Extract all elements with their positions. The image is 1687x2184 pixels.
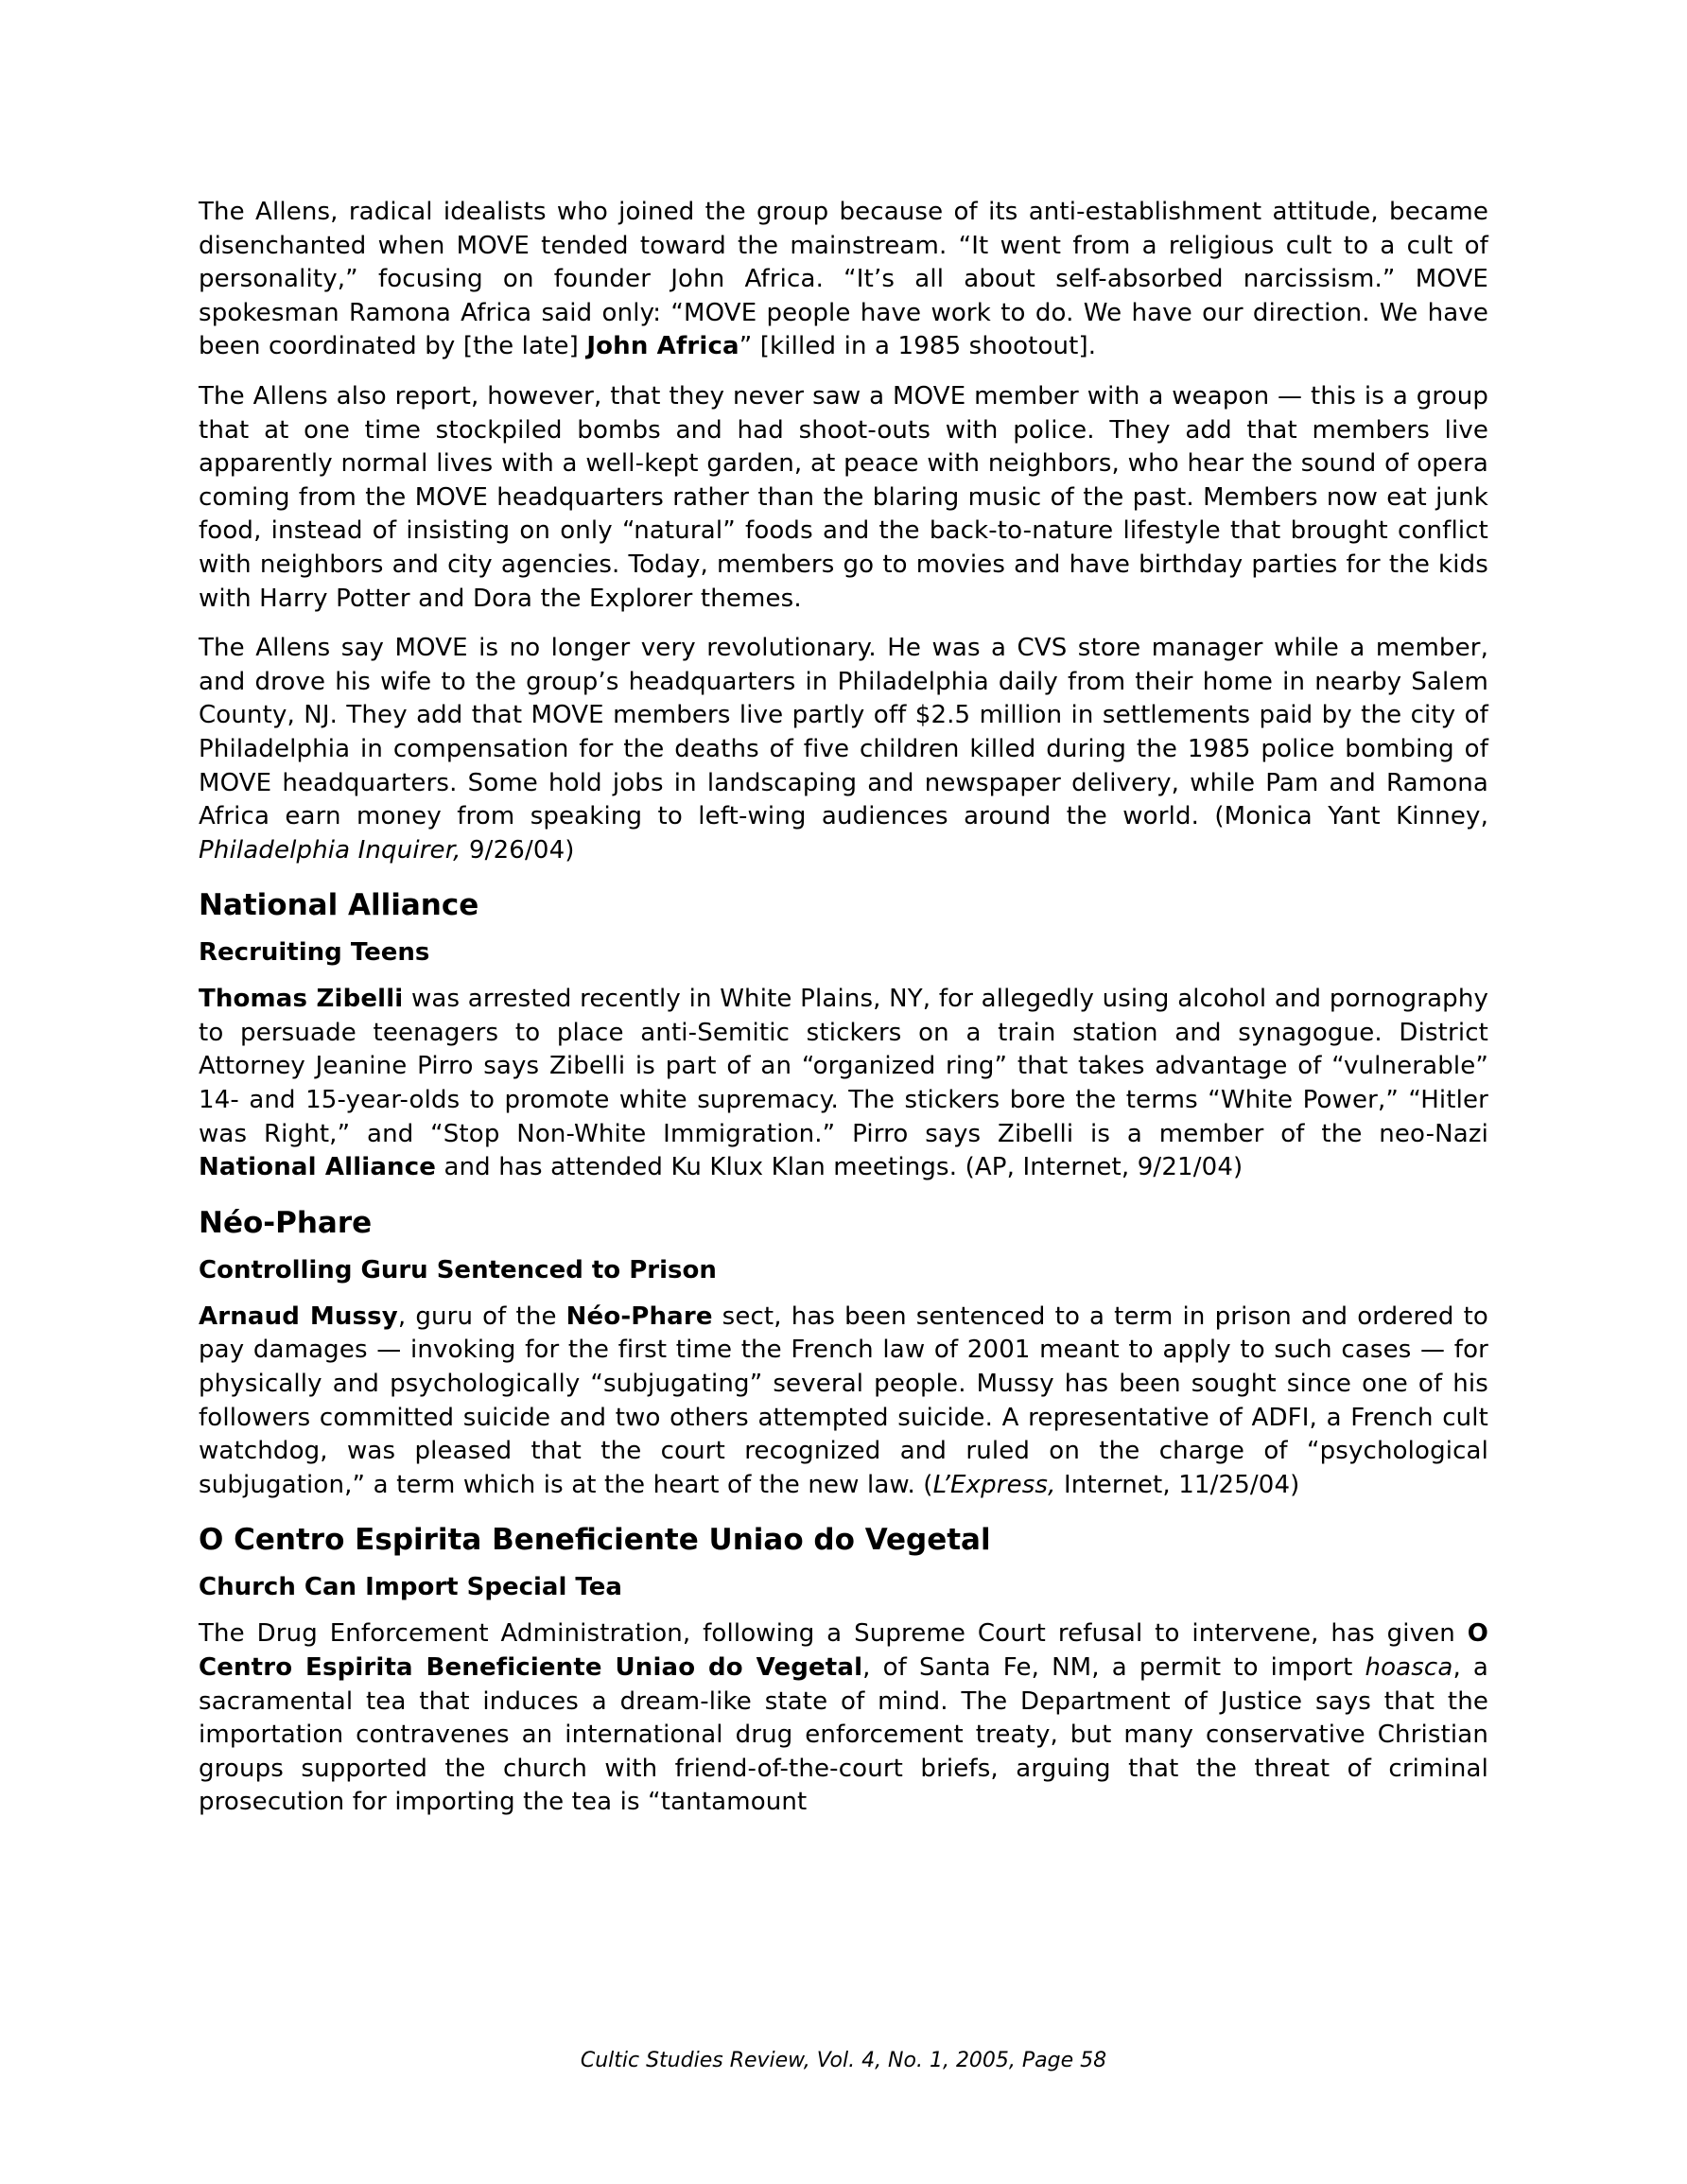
page-footer: Cultic Studies Review, Vol. 4, No. 1, 2005, Page 58 [580, 2049, 1107, 2072]
paragraph [199, 1301, 1488, 1503]
text-run: , of Santa Fe, NM, a permit to import [862, 1653, 1365, 1682]
section-heading: National Alliance [199, 888, 479, 923]
text-run: The Allens, radical idealists who joined the group because of its anti-establishment attitude, became disenchanted when MOVE tended toward the mainstream. “It went from a religious cult to a cult of personality,” focusing on founder John Africa. “It’s all about self-absorbed narcissism.” MOVE spokesman Ramona Africa said only: “MOVE people have work to do. We have our direction. We have been coordinated by [the late] [199, 198, 1488, 361]
section-subheading: Recruiting Teens [199, 938, 430, 968]
text-run: 9/26/04) [461, 835, 575, 865]
section-subheading: Church Can Import Special Tea [199, 1573, 622, 1602]
bold-text: O Centro Espirita Beneficiente Uniao do Vegetal [199, 1619, 1488, 1682]
text-run: Internet, 11/25/04) [1055, 1470, 1300, 1499]
text-run: The Allens also report, however, that they never saw a MOVE member with a weapon — this is a group that at one time stockpiled bombs and had shoot-outs with police. They add that members live apparently normal lives with a well-kept garden, at peace with neighbors, who hear the sound of opera coming from the MOVE headquarters rather than the blaring music of the past. Members now eat junk food, instead of insisting on only “natural” foods and the back-to-nature lifestyle that brought conflict with neighbors and city agencies. Today, members go to movies and have birthday parties for the kids with Harry Potter and Dora the Explorer themes. [199, 381, 1488, 613]
text-run: ” [killed in a 1985 shootout]. [739, 332, 1097, 361]
bold-text: John Africa [586, 332, 739, 361]
section-subheading: Controlling Guru Sentenced to Prison [199, 1255, 717, 1284]
bold-text: National Alliance [199, 1153, 437, 1182]
section-heading: O Centro Espirita Beneficiente Uniao do Vegetal [199, 1523, 991, 1558]
section-heading: Néo-Phare [199, 1205, 373, 1240]
text-run: and has attended Ku Klux Klan meetings. (AP, Internet, 9/21/04) [436, 1153, 1244, 1182]
bold-text: Arnaud Mussy [199, 1302, 398, 1331]
bold-text: Thomas Zibelli [199, 985, 404, 1014]
page-body [199, 196, 1488, 1836]
paragraph [199, 1617, 1488, 1820]
paragraph [199, 380, 1488, 616]
italic-text: Philadelphia Inquirer, [199, 835, 461, 865]
italic-text: L’Express, [932, 1470, 1056, 1499]
paragraph [199, 196, 1488, 364]
text-run: , guru of the [397, 1302, 566, 1331]
text-run: sect, has been sentenced to a term in prison and ordered to pay damages — invoking for the first time the French law of 2001 meant to apply to such cases — for physically and psychologically “subjugating” several people. Mussy has been sought since one of his followers committed suicide and two others attempted suicide. A representative of ADFI, a French cult watchdog, was pleased that the court recognized and ruled on the charge of “psychological subjugation,” a term which is at the heart of the new law. ( [199, 1302, 1488, 1499]
text-run: The Drug Enforcement Administration, following a Supreme Court refusal to intervene, has given [199, 1619, 1468, 1649]
text-run: The Allens say MOVE is no longer very revolutionary. He was a CVS store manager while a member, and drove his wife to the group’s headquarters in Philadelphia daily from their home in nearby Salem County, NJ. They add that MOVE members live partly off $2.5 million in settlements paid by the city of Philadelphia in compensation for the deaths of five children killed during the 1985 police bombing of MOVE headquarters. Some hold jobs in landscaping and newspaper delivery, while Pam and Ramona Africa earn money from speaking to left-wing audiences around the world. (Monica Yant Kinney, [199, 634, 1488, 831]
text-run: , a sacramental tea that induces a dream-like state of mind. The Department of Justice says that the importation contravenes an international drug enforcement treaty, but many conservative Christian groups supported the church with friend-of-the-court briefs, arguing that the threat of criminal prosecution for importing the tea is “tantamount [199, 1653, 1488, 1817]
paragraph [199, 632, 1488, 867]
italic-text: hoasca [1365, 1653, 1453, 1682]
text-run: was arrested recently in White Plains, NY, for allegedly using alcohol and pornography to persuade teenagers to place anti-Semitic stickers on a train station and synagogue. District Attorney Jeanine Pirro says Zibelli is part of an “organized ring” that takes advantage of “vulnerable” 14- and 15-year-olds to promote white supremacy. The stickers bore the terms “White Power,” “Hitler was Right,” and “Stop Non-White Immigration.” Pirro says Zibelli is a member of the neo-Nazi [199, 985, 1488, 1148]
paragraph [199, 983, 1488, 1185]
bold-text: Néo-Phare [565, 1302, 713, 1331]
